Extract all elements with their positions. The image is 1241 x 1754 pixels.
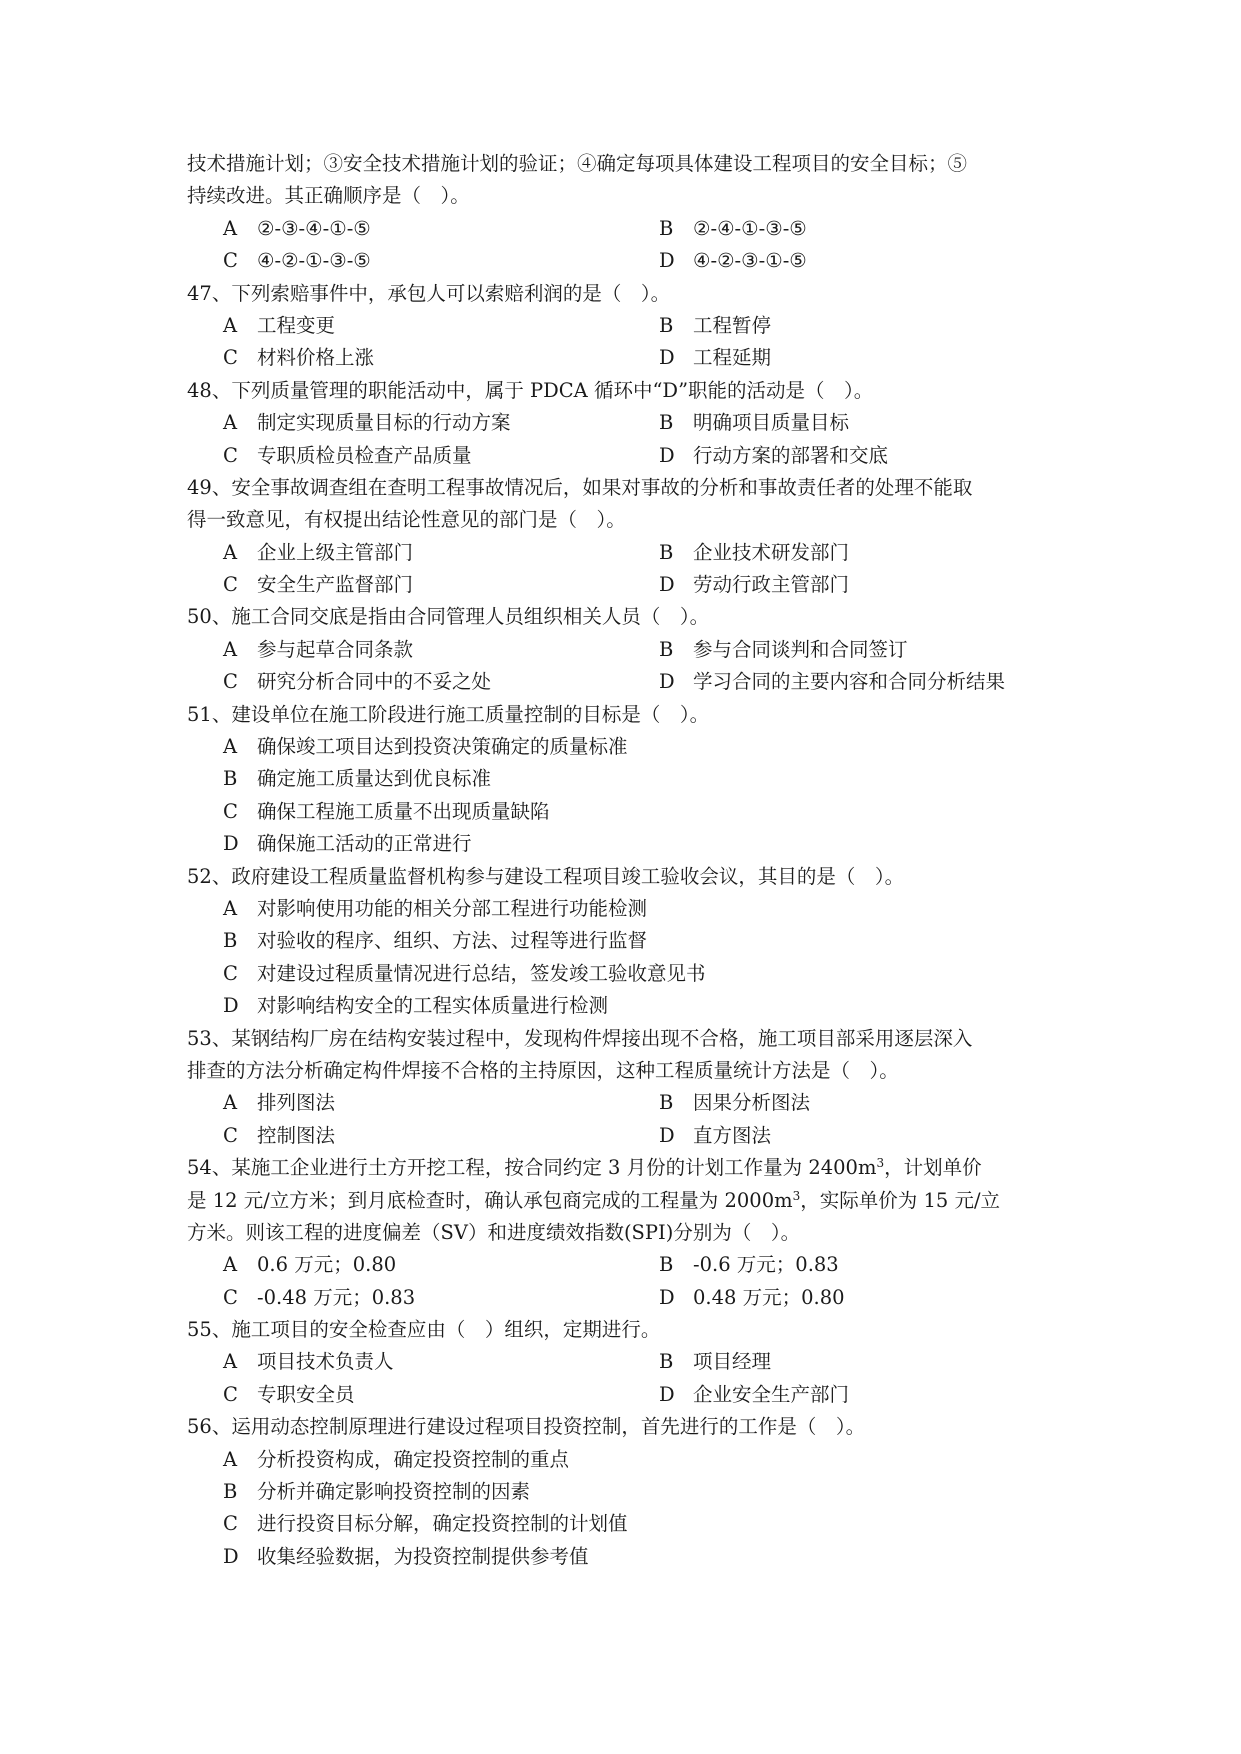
option-b: B -0.6 万元；0.83 [659,1253,839,1277]
option-a: A 项目技术负责人 [223,1350,394,1374]
option-c: C ④-②-①-③-⑤ [223,249,371,273]
question-stem-line: 得一致意见，有权提出结论性意见的部门是（ ）。 [187,508,626,532]
question-list [187,278,1057,1574]
question-block [187,699,1057,861]
option-row [187,796,1057,828]
option-row [187,342,1057,374]
option-row [187,763,1057,795]
option-c: C 进行投资目标分解，确定投资控制的计划值 [223,1512,628,1536]
option-row [187,1346,1057,1378]
question-block [187,1314,1057,1411]
option-d: D 工程延期 [659,346,772,370]
question-stem-line: 50、施工合同交底是指由合同管理人员组织相关人员（ ）。 [187,605,710,629]
option-b: B 确定施工质量达到优良标准 [223,767,492,791]
option-row [187,440,1057,472]
option-b: B 因果分析图法 [659,1091,811,1115]
option-a: A 企业上级主管部门 [223,540,414,564]
question-continuation-line: 技术措施计划；③安全技术措施计划的验证；④确定每项具体建设工程项目的安全目标；⑤ [187,152,968,175]
question-block [187,278,1057,375]
option-row [187,958,1057,990]
exam-page [187,148,1057,1573]
option-a: A ②-③-④-①-⑤ [223,216,371,240]
question-stem-line: 48、下列质量管理的职能活动中，属于 PDCA 循环中“D”职能的活动是（ ）。 [187,378,874,402]
option-b: B 分析并确定影响投资控制的因素 [223,1480,531,1504]
question-stem-line: 52、政府建设工程质量监督机构参与建设工程项目竣工验收会议，其目的是（ ）。 [187,864,905,888]
option-row [187,1379,1057,1411]
option-a: A 参与起草合同条款 [223,637,414,661]
question-stem-line: 55、施工项目的安全检查应由（ ）组织，定期进行。 [187,1318,661,1342]
option-a: A 工程变更 [223,313,336,337]
option-d: D 对影响结构安全的工程实体质量进行检测 [223,994,609,1018]
option-c: C -0.48 万元；0.83 [223,1285,416,1309]
option-row [187,1541,1057,1573]
question-stem-line: 方米。则该工程的进度偏差（SV）和进度绩效指数(SPI)分别为（ ）。 [187,1220,801,1244]
option-a: A 0.6 万元；0.80 [223,1253,397,1277]
option-row [187,1249,1057,1281]
option-a: A 制定实现质量目标的行动方案 [223,411,511,435]
option-b: B 企业技术研发部门 [659,540,850,564]
option-b: B 对验收的程序、组织、方法、过程等进行监督 [223,929,648,953]
option-row [187,1508,1057,1540]
question-block [187,1023,1057,1153]
question-block [187,601,1057,698]
option-b: B ②-④-①-③-⑤ [659,216,807,240]
option-b: B 项目经理 [659,1350,772,1374]
option-d: D 0.48 万元；0.80 [659,1285,845,1309]
option-d: D 确保施工活动的正常进行 [223,832,472,856]
option-row [187,569,1057,601]
option-c: C 专职质检员检查产品质量 [223,443,472,467]
option-b: B 明确项目质量目标 [659,411,850,435]
option-row [187,731,1057,763]
option-a: A 排列图法 [223,1091,336,1115]
question-block [187,375,1057,472]
question-stem-line: 是 12 元/立方米；到月底检查时，确认承包商完成的工程量为 $2000m^3$，实际单价为 15 元/立 [187,1188,1001,1212]
option-row [187,310,1057,342]
superscript: 3 [792,1188,801,1203]
option-d: D 直方图法 [659,1123,772,1147]
question-stem-line: 53、某钢结构厂房在结构安装过程中，发现构件焊接出现不合格，施工项目部采用逐层深入 [187,1026,973,1050]
option-d: D 行动方案的部署和交底 [659,443,889,467]
option-a: A 确保竣工项目达到投资决策确定的质量标准 [223,735,628,759]
option-row [187,1476,1057,1508]
option-d: D 劳动行政主管部门 [659,573,850,597]
option-row [187,537,1057,569]
option-row [187,990,1057,1022]
option-c: C 研究分析合同中的不妥之处 [223,670,492,694]
option-row [187,1444,1057,1476]
question-stem-line: 54、某施工企业进行土方开挖工程，按合同约定 3 月份的计划工作量为 $2400m^3$，计划单价 [187,1156,982,1180]
option-row [187,925,1057,957]
option-c: C 对建设过程质量情况进行总结，签发竣工验收意见书 [223,961,706,985]
question-continuation-line: 持续改进。其正确顺序是（ ）。 [187,184,470,208]
question-block [187,1152,1057,1314]
option-d: D 收集经验数据，为投资控制提供参考值 [223,1544,589,1568]
option-c: C 安全生产监督部门 [223,573,414,597]
option-row [187,893,1057,925]
question-block [187,472,1057,602]
option-row [187,1087,1057,1119]
option-row [187,634,1057,666]
option-row [187,407,1057,439]
option-d: D 学习合同的主要内容和合同分析结果 [659,670,1006,694]
option-row [187,245,1057,277]
question-block [187,861,1057,1023]
question-stem-line: 56、运用动态控制原理进行建设过程项目投资控制，首先进行的工作是（ ）。 [187,1415,866,1439]
option-d: D ④-②-③-①-⑤ [659,249,807,273]
option-c: C 专职安全员 [223,1382,355,1406]
option-a: A 对影响使用功能的相关分部工程进行功能检测 [223,896,648,920]
option-row [187,1120,1057,1152]
option-row [187,1282,1057,1314]
option-c: C 确保工程施工质量不出现质量缺陷 [223,799,550,823]
option-d: D 企业安全生产部门 [659,1382,850,1406]
question-stem-line: 47、下列索赔事件中，承包人可以索赔利润的是（ ）。 [187,281,671,305]
question-stem-line: 排查的方法分析确定构件焊接不合格的主持原因，这种工程质量统计方法是（ ）。 [187,1058,899,1082]
option-a: A 分析投资构成，确定投资控制的重点 [223,1447,570,1471]
superscript: 3 [876,1156,885,1171]
option-c: C 材料价格上涨 [223,346,375,370]
option-row [187,213,1057,245]
option-row [187,666,1057,698]
option-b: B 参与合同谈判和合同签订 [659,637,908,661]
question-block [187,1411,1057,1573]
question-stem-line: 51、建设单位在施工阶段进行施工质量控制的目标是（ ）。 [187,702,710,726]
option-b: B 工程暂停 [659,313,772,337]
option-row [187,828,1057,860]
question-stem-line: 49、安全事故调查组在查明工程事故情况后，如果对事故的分析和事故责任者的处理不能取 [187,475,973,499]
option-c: C 控制图法 [223,1123,336,1147]
